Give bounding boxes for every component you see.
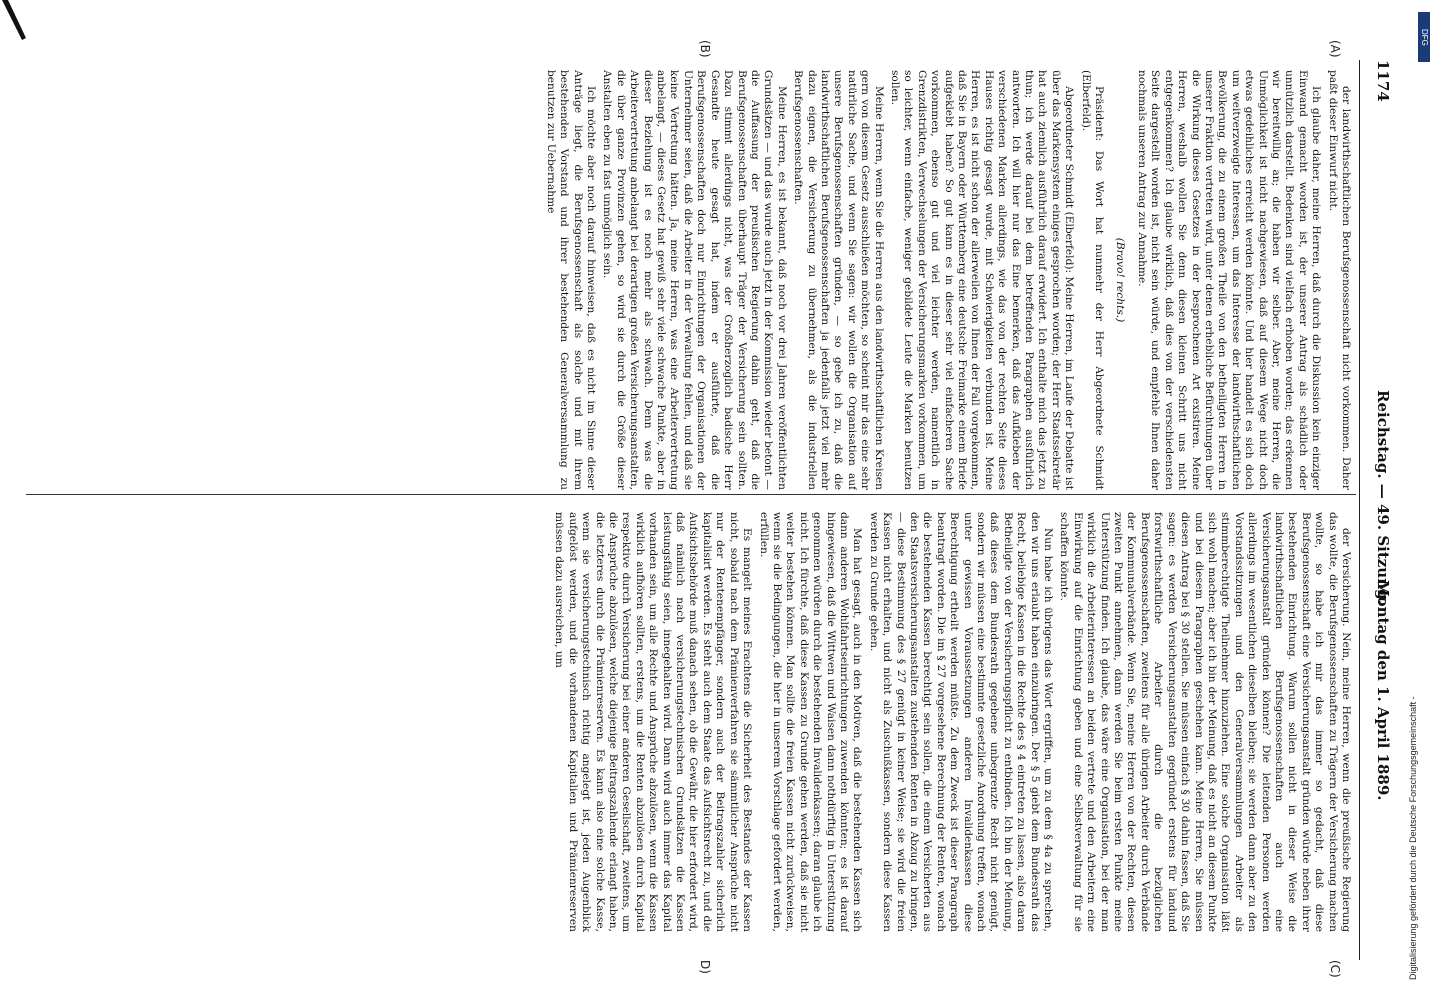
header-date: Montag den 1. April 1889. [1374,580,1392,801]
margin-marker-a: (A) [1328,40,1342,58]
applause-note: (Bravo! rechts.) [1114,237,1127,323]
paragraph: Ich glaube daher, meine Herren, daß durch die Diskussion kein einziger Einwand gemacht worden ist, der unserer Antrag als schädlich oder unnützlich darstellt. Bedenken sind vielfach erhoben worden; das erkennen wir bereitwillig an; die haben wir selber. Aber, meine Herren, die Unmöglichkeit ist nicht nachgewiesen, daß auf diesem Wege nicht doch etwas gedeihliches erreicht werden könnte. Und hier handelt es sich doch um weitverzweigte Interessen, um das Interesse der landwirthschaftlichen Bevölkerung, die zu einem großen Theile von den betheiligten Herren in unserer Fraktion vertreten wird, unter denen erhebliche Befürchtungen über die Wirkung dieses Gesetzes in der besprochenen Art existiren. Meine Herren, weshalb wollen Sie denn diesen kleinen Schritt uns nicht entgegenkommen? Ich glaube wirklich, daß dies von der verschiedensten Seite dargestellt worden ist, nicht sein würde, und empfehle Ihnen daher nochmals unseren Antrag zur Annahme. [1135,70,1323,490]
right-column [22,512,1352,932]
margin-marker-d: D) [698,960,712,974]
paragraph: der Versicherung. Nein, meine Herren, wenn die preußische Regierung das wollte, die Berufsgenossenschaften zu Trägern der Versicherung machen wollte, so habe ich mir das immer so gedacht, daß diese Berufsgenossenschaft eine Versicherungsanstalt gründen würde neben ihrer bestehenden Einrichtung. Warum sollen nicht in dieser Weise die landwirthschaftlichen Berufsgenossenschaften auch eine Versicherungsanstalt gründen können? Die leitenden Personen werden allerdings im wesentlichen dieselben bleiben; sie werden dann aber zu den Vorstandssitzungen und den Generalversammlungen Arbeiter als stimmberechtigte Theilnehmer hinzuziehen. Eine solche Organisation läßt sich wohl machen; aber ich bin der Meinung, daß es nicht an diesem Punkte und bei diesem Paragraphen geschehen kann. Meine Herren, Sie müssen diesen Antrag bei § 30 stellen. Sie müssen einfach § 30 dahin fassen, daß Sie sagen: es werden Versicherungsanstalten gegründet erstens für landund forstwirthschaftliche Arbeiter durch die bezüglichen Berufsgenossenschaften, zweitens für alle übrigen Arbeiter durch Verbände der Kommunalverbände. Wenn Sie, meine Herren von der Rechten, diesen zweiten Punkt annehmen, dann werden Sie beim ersten Punkte meine Unterstützung finden. Ich glaube, das wäre eine Organisation, bei der man wirklich die Arbeiterinteressen an beiden vertrete und den Arbeitern eine Einwirkung auf die Einrichtung geben und eine Selbstverwaltung für sie schaffen könnte. [1058,512,1352,932]
paragraph: der landwirthschaftlichen Berufsgenossenschaft nicht vorkommen. Daher paßt dieser Einwurf nicht. [1326,70,1352,490]
left-column [22,70,1352,490]
digitization-credit: Digitalisierung gefördert durch die Deutsche Forschungsgemeinschaft - [1408,696,1418,980]
header-rule [1359,60,1360,960]
paragraph: Meine Herren, es ist bekannt, daß noch vor drei Jahren veröffentlichten Grundsätzen — und das wurde auch jetzt in der Kommission wieder betont — die Auffassung der preußischen Regierung dahin geht, daß die Berufsgenossenschaften überhaupt Träger der Versicherung sein sollten. Dazu stimmt allerdings nicht, was der Großherzoglich badische Herr Gesandte heute gesagt hat, indem er ausführte, daß die Berufsgenossenschaften doch nur Einrichtungen der Organisationen der Unternehmer seien, daß die Arbeiter in der Verwaltung fehlen, und daß sie keine Vertretung hätten. Ja, meine Herren, was eine Arbeitervertretung anbelangt, — dieses Gesetz hat gewiß sehr viele schwache Punkte, aber in dieser Beziehung ist es noch mehr als schwach. Denn was die Arbeitervertretung anbelangt bei derartigen großen Versicherungsanstalten, die über ganze Provinzen gehen, so wird sie durch die Größe dieser Anstalten eben zu fast unmöglich sein. [601,70,788,490]
paragraph: Man hat gesagt, auch in den Motiven, daß die bestehenden Kassen sich dann anderen Wohlfahrtseinrichtungen zuwenden könnten; es ist darauf hingewiesen, daß die Wittwen und Waisen dann nothdürftig in Unterstützung genommen würden durch die bestehenden Invalidenkassen; daran glaube ich nicht. Ich fürchte, daß diese Kassen zu Grunde gehen werden, daß sie nicht weiter bestehen können. Man sollte die freien Kassen nicht zurückweisen, wenn sie die Bedingungen, die hier in unserem Vorschlage gefordert werden, erfüllen. [757,512,864,932]
page-number: 1174 [1374,60,1392,102]
paragraph: Nun habe ich übrigens das Wort ergriffen, um zu dem § 4a zu sprechen, den wir uns erlaubt haben einzubringen. Der § 5 giebt dem Bundesrath das Recht, beliebige Kassen in die Rechte des § 4 eintreten zu lassen, also daran Betheiligte von der Versicherungspflicht zu entbinden. Ich bin der Meinung, daß dieses dem Bundesrath gegebene unbegrenzte Recht nicht genügt, sondern wir müssen eine bestimmte gesetzliche Anordnung treffen, wonach unter gewissen Voraussetzungen anderen Invalidenkassen diese Berechtigung ertheilt werden müßte. Zu dem Zweck ist dieser Paragraph beantragt worden. Die im § 27 vorgesehene Berechnung der Renten, wonach die bestehenden Kassen berechtigt sein sollen, die einem Versicherten aus den Staatsversicherungsanstalten zustehenden Renten in Abzug zu bringen, — diese Bestimmung des § 27 genügt in keiner Weise; sie wird die freien Kassen nicht erhalten, und nicht als Zuschußkassen, sondern diese Kassen werden zu Grunde gehen. [867,512,1055,932]
paragraph: Ich möchte aber noch darauf hinweisen, daß es nicht im Sinne dieser Anträge liegt, die Berufsgenossenschaft als solche und mit ihrem bestehenden Vorstand und ihrer bestehenden Generalversammlung zu benutzen zur Uebernahme [544,70,598,490]
paragraph: Abgeordneter Schmidt (Elberfeld): Meine Herren, im Laufe der Debatte ist über das Markensystem einiges gesprochen worden; der Herr Staatssekretär hat auch ziemlich ausführlich darauf erwidert. Ich enthalte mich das jetzt zu thun; ich werde darauf bei dem betreffenden Paragraphen ausführlich antworten. Ich will hier nur das Eine bemerken, daß das Aufkleben der verschiedenen Marken allerdings, wie das von der rechten Seite dieses Hauses richtig gesagt wurde, mit Schwierigkeiten verbunden ist. Meine Herren, es ist nicht schon der allerweilen von Ihnen der Fall vorgekommen, daß Sie in Bayern oder Württemberg eine deutsche Freimarke einem Briefe aufgeklebt haben? So gut kann es in dieser sehr viel einfacheren Sache vorkommen, ebenso gut und viel leichter werden, namentlich in Grenzdistrikten, Verwechselungen der Versicherungsmarken vorkommen, um so leichter, wenn einfache, weniger gebildete Leute die Marken benutzen sollen. [889,70,1076,490]
header-session: Reichstag. — 49. Sitzung. [1374,390,1392,605]
page-header [1364,60,1392,960]
paragraph: Es mangelt meines Erachtens die Sicherheit des Bestandes der Kassen nicht, sobald nach dem Prämienverfahren sie sämmtlicher Ansprüche nicht nur der Rentenempfänger, sondern auch der Beitragszahler sicherlich kapitalisirt werden. Es steht auch dem Staate das Aufsichtsrecht zu, und die Aufsichtsbehörde muß danach sehen, ob die Gewähr, die hier erfordert wird, daß nämlich nach versicherungstechnischen Grundsätzen die Kassen leistungsfähig seien, innegehalten wird. Dann wird auch immer das Kapital vorhanden sein, um alle Rechte und Ansprüche abzulösen, wenn die Kassen wirklich aufhören sollten, erstens, um die Renten abzulösen durch Kapital respektive durch Versicherung bei einer anderen Gesellschaft, zweitens, um die Ansprüche abzulösen, welche diejenige Beitragszahlende erlangt haben, die letzteres durch die Prämienreserven. Es kann also eine solche Kasse, wenn sie versicherungstechnisch richtig angelegt ist, jeden Augenblick aufgelöst werden, und die vorhandenen Kapitalien und Prämienreserven müssen dazu ausreichen, um [553,512,754,932]
column-divider [26,494,1356,495]
paragraph: Meine Herren, wenn Sie die Herren aus den landwirthschaftlichen Kreisen gern von diesem Gesetz ausschließen möchten, so scheint mir das eine sehr natürliche Sache, und wenn Sie sagen: wir wollen die Organisation auf unsere Berufsgenossenschaften gründen, — so gebe ich zu, daß die landwirthschaftlichen Berufsgenossenschaften ja jedenfalls jetzt viel mehr dazu eignen, die Versicherung zu übernehmen, als die industriellen Berufsgenossenschaften. [792,70,885,490]
margin-marker-c: (C) [1328,960,1342,978]
margin-marker-b: (B) [698,40,712,58]
dfg-logo: DFG [1418,12,1430,62]
paragraph: Präsident: Das Wort hat nunmehr der Herr Abgeordnete Schmidt (Elberfeld). [1079,70,1106,490]
